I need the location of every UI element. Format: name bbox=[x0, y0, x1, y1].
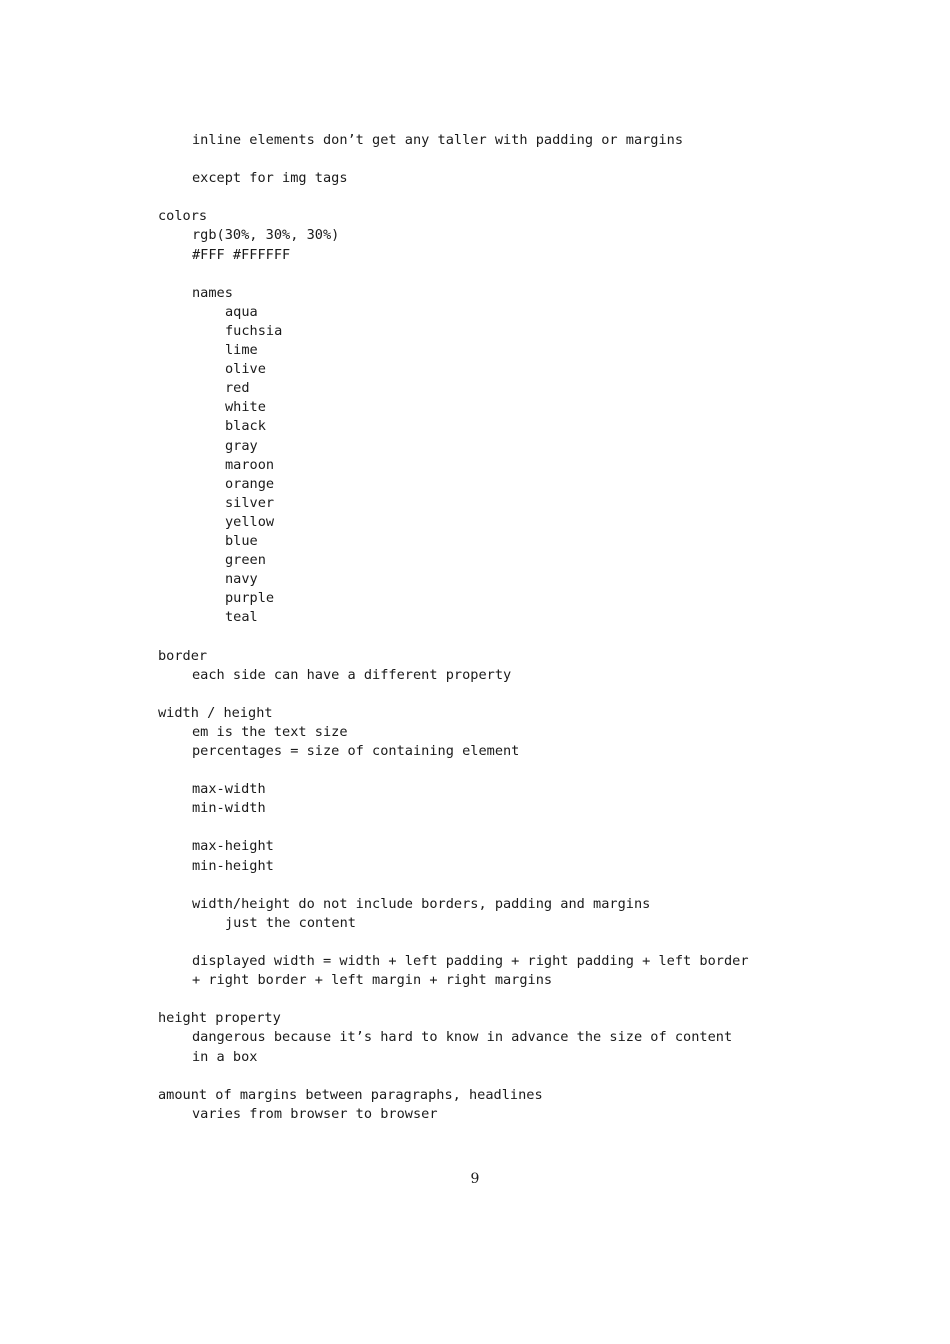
blank-line bbox=[158, 627, 918, 646]
note-line: em is the text size bbox=[192, 723, 348, 740]
blank-line bbox=[158, 188, 918, 207]
notes-body bbox=[158, 131, 918, 1124]
note-line: maroon bbox=[225, 456, 275, 473]
note-line: inline elements don’t get any taller with padding or margins bbox=[192, 132, 684, 148]
note-line: max-width bbox=[192, 781, 266, 798]
section-heading: amount of margins between paragraphs, headlines bbox=[158, 1086, 543, 1103]
blank-line bbox=[158, 265, 918, 284]
note-line: #FFF #FFFFFF bbox=[192, 246, 291, 263]
section-heading: height property bbox=[158, 1010, 281, 1027]
note-line: teal bbox=[225, 609, 258, 626]
note-line: olive bbox=[225, 361, 266, 378]
blank-line bbox=[158, 685, 918, 704]
note-line: orange bbox=[225, 475, 275, 492]
section-heading: colors bbox=[158, 208, 208, 225]
blank-line bbox=[158, 876, 918, 895]
note-line: dangerous because it’s hard to know in advance the size of content bbox=[192, 1029, 733, 1046]
note-line: displayed width = width + left padding + right padding + left border bbox=[192, 953, 749, 970]
note-line: width/height do not include borders, padding and margins bbox=[192, 895, 651, 912]
note-line: min-height bbox=[192, 857, 274, 874]
note-line: black bbox=[225, 418, 266, 435]
blank-line bbox=[158, 990, 918, 1009]
note-line: purple bbox=[225, 590, 275, 607]
note-line: silver bbox=[225, 494, 275, 511]
note-line: except for img tags bbox=[192, 170, 348, 187]
note-line: max-height bbox=[192, 838, 274, 855]
note-line: names bbox=[192, 284, 233, 301]
note-line: navy bbox=[225, 571, 258, 588]
blank-line bbox=[158, 1067, 918, 1086]
section-heading: border bbox=[158, 647, 208, 664]
note-line: lime bbox=[225, 342, 258, 359]
note-line: green bbox=[225, 552, 266, 569]
note-line: fuchsia bbox=[225, 322, 283, 339]
blank-line bbox=[158, 150, 918, 169]
note-line: yellow bbox=[225, 513, 275, 530]
note-line: rgb(30%, 30%, 30%) bbox=[192, 227, 340, 244]
note-line: gray bbox=[225, 437, 258, 454]
note-line: red bbox=[225, 380, 250, 397]
note-line: + right border + left margin + right margins bbox=[192, 972, 553, 989]
blank-line bbox=[158, 933, 918, 952]
note-line: each side can have a different property bbox=[192, 666, 512, 683]
blank-line bbox=[158, 818, 918, 837]
section-heading: width / height bbox=[158, 704, 273, 721]
note-line: blue bbox=[225, 532, 258, 549]
blank-line bbox=[158, 761, 918, 780]
note-line: min-width bbox=[192, 800, 266, 817]
note-line: in a box bbox=[192, 1048, 258, 1065]
note-line: just the content bbox=[225, 914, 356, 931]
page-number: 9 bbox=[470, 1171, 480, 1187]
note-line: varies from browser to browser bbox=[192, 1105, 438, 1122]
note-line: white bbox=[225, 399, 266, 416]
note-line: aqua bbox=[225, 303, 258, 320]
note-line: percentages = size of containing element bbox=[192, 743, 520, 759]
